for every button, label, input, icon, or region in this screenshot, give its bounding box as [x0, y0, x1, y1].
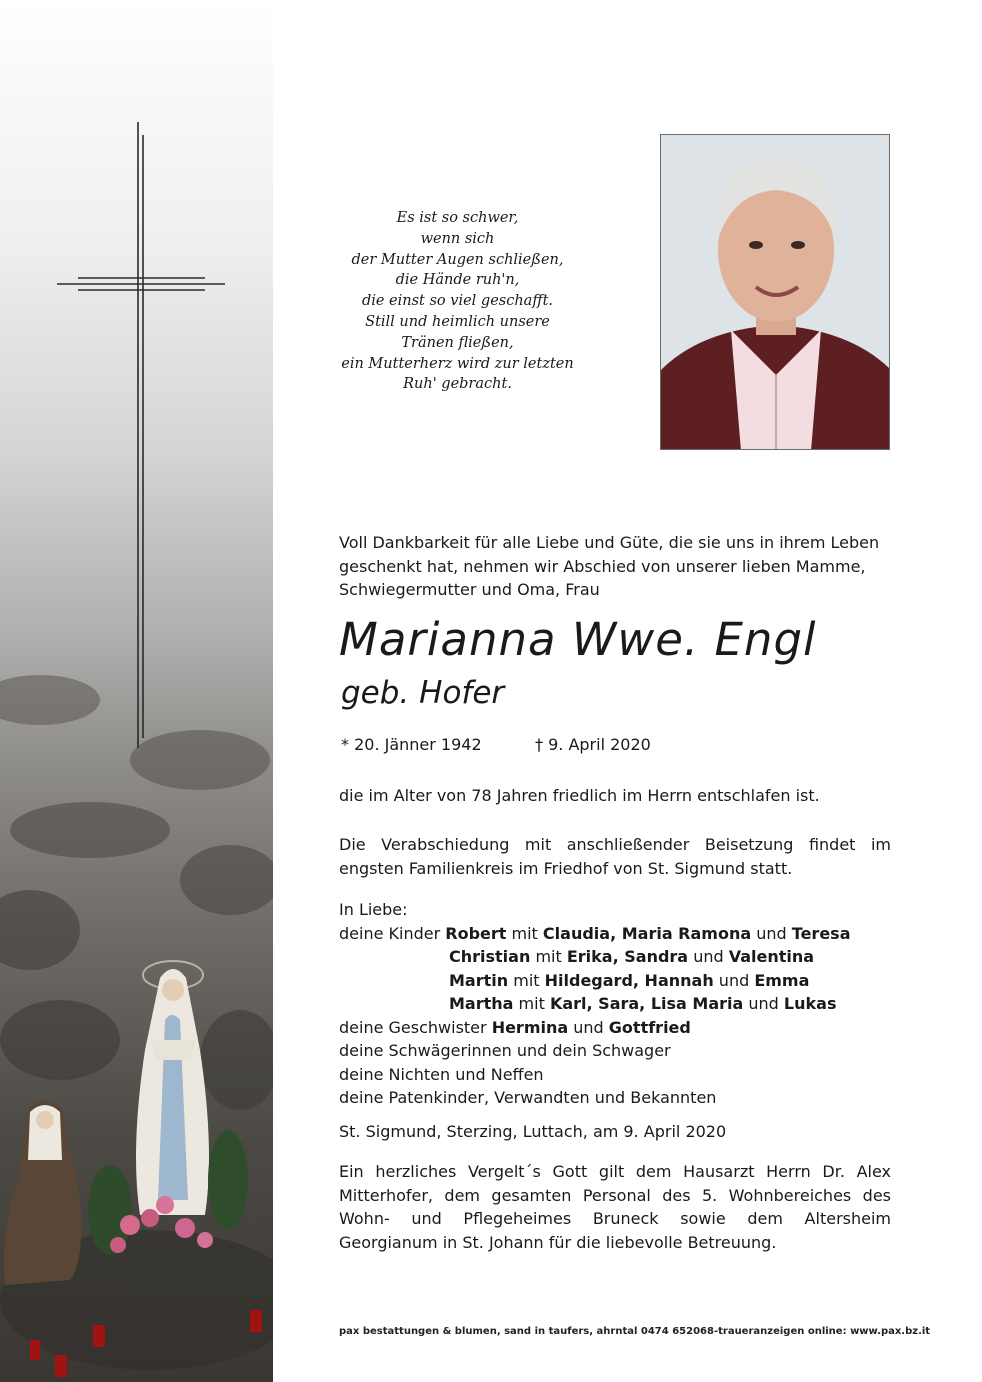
last-name: Emma	[754, 970, 810, 990]
birth-date: * 20. Jänner 1942	[341, 735, 482, 754]
footer-credit: pax bestattungen & blumen, sand in taufers, ahrntal 0474 652068-traueranzeigen online: www.pax.bz.it	[339, 1326, 931, 1337]
age-text: die im Alter von 78 Jahren friedlich im Herrn entschlafen ist.	[339, 786, 820, 805]
memorial-poem	[330, 208, 585, 395]
kneeling-statue	[4, 1100, 81, 1285]
und-word: und	[718, 970, 750, 990]
children-line	[339, 922, 891, 946]
poem-line: Ruh' gebracht.	[403, 376, 512, 393]
children-line	[339, 992, 891, 1016]
kinder-prefix: deine Kinder	[339, 923, 441, 943]
deceased-name: Marianna Wwe. Engl	[339, 613, 817, 666]
funeral-text: Die Verabschiedung mit anschließender Beisetzung findet im engsten Familienkreis im Friedhof von St. Sigmund statt.	[339, 835, 891, 878]
mit-word: mit	[513, 970, 540, 990]
partner-names: Hildegard, Hannah	[544, 970, 714, 990]
partner-names: Erika, Sandra	[566, 947, 689, 966]
und-word: und	[573, 1017, 604, 1037]
poem-line: Es ist so schwer,	[396, 210, 519, 226]
intro-line: Schwiegermutter und Oma, Frau	[339, 580, 600, 599]
nieces-line: deine Nichten und Neffen	[339, 1064, 544, 1084]
und-word: und	[693, 947, 724, 966]
partner-names: Claudia, Maria Ramona	[542, 923, 752, 943]
grotto-sidebar-image	[0, 0, 273, 1382]
portrait-illustration	[661, 135, 890, 450]
child-name: Martin	[449, 970, 509, 990]
poem-line: Still und heimlich unsere	[365, 313, 550, 330]
inlaws-line: deine Schwägerinnen und dein Schwager	[339, 1041, 671, 1060]
place-date: St. Sigmund, Sterzing, Luttach, am 9. April 2020	[339, 1122, 727, 1141]
last-name: Valentina	[728, 947, 815, 966]
child-name: Robert	[445, 923, 507, 943]
partner-names: Karl, Sara, Lisa Maria	[549, 994, 744, 1013]
madonna-statue	[136, 961, 209, 1215]
mit-word: mit	[511, 923, 538, 943]
child-name: Martha	[449, 994, 514, 1013]
intro-line: geschenkt hat, nehmen wir Abschied von unserer lieben Mamme,	[339, 556, 866, 576]
children-line	[339, 969, 891, 993]
siblings-prefix: deine Geschwister	[339, 1017, 487, 1037]
godchildren-line: deine Patenkinder, Verwandten und Bekannten	[339, 1088, 717, 1107]
grotto-illustration	[0, 0, 273, 1382]
intro-line: Voll Dankbarkeit für alle Liebe und Güte, die sie uns in ihrem Leben	[339, 533, 880, 552]
poem-line: Tränen fließen,	[401, 334, 514, 351]
mourners-heading: In Liebe:	[339, 900, 408, 919]
poem-line: ein Mutterherz wird zur letzten	[341, 355, 574, 372]
cross-icon	[57, 122, 225, 748]
siblings-line	[339, 1016, 891, 1040]
mit-word: mit	[518, 994, 545, 1013]
mit-word: mit	[535, 947, 562, 966]
death-date: † 9. April 2020	[535, 735, 651, 754]
poem-line: wenn sich	[420, 230, 495, 247]
children-line	[339, 945, 891, 969]
poem-line: die einst so viel geschafft.	[361, 293, 554, 310]
sibling-name: Gottfried	[608, 1017, 691, 1037]
und-word: und	[748, 994, 779, 1013]
sibling-name: Hermina	[491, 1017, 569, 1037]
child-name: Christian	[449, 947, 531, 966]
poem-line: die Hände ruh'n,	[395, 272, 520, 289]
und-word: und	[756, 923, 787, 943]
intro-paragraph	[339, 531, 891, 602]
mourners-list	[339, 898, 891, 1110]
portrait-photo	[660, 134, 890, 450]
thanks-paragraph: Ein herzliches Vergelt´s Gott gilt dem Hausarzt Herrn Dr. Alex Mitterhofer, dem gesamten Personal des 5. Wohnbereiches des Wohn- und Pflegeheimes Bruneck sowie dem Altersheim Georgianum in St. Johann für die liebevolle Betreuung.	[339, 1162, 891, 1252]
birth-name: geb. Hofer	[341, 675, 505, 711]
poem-line: der Mutter Augen schließen,	[351, 251, 564, 268]
last-name: Lukas	[783, 994, 837, 1013]
last-name: Teresa	[791, 923, 851, 943]
